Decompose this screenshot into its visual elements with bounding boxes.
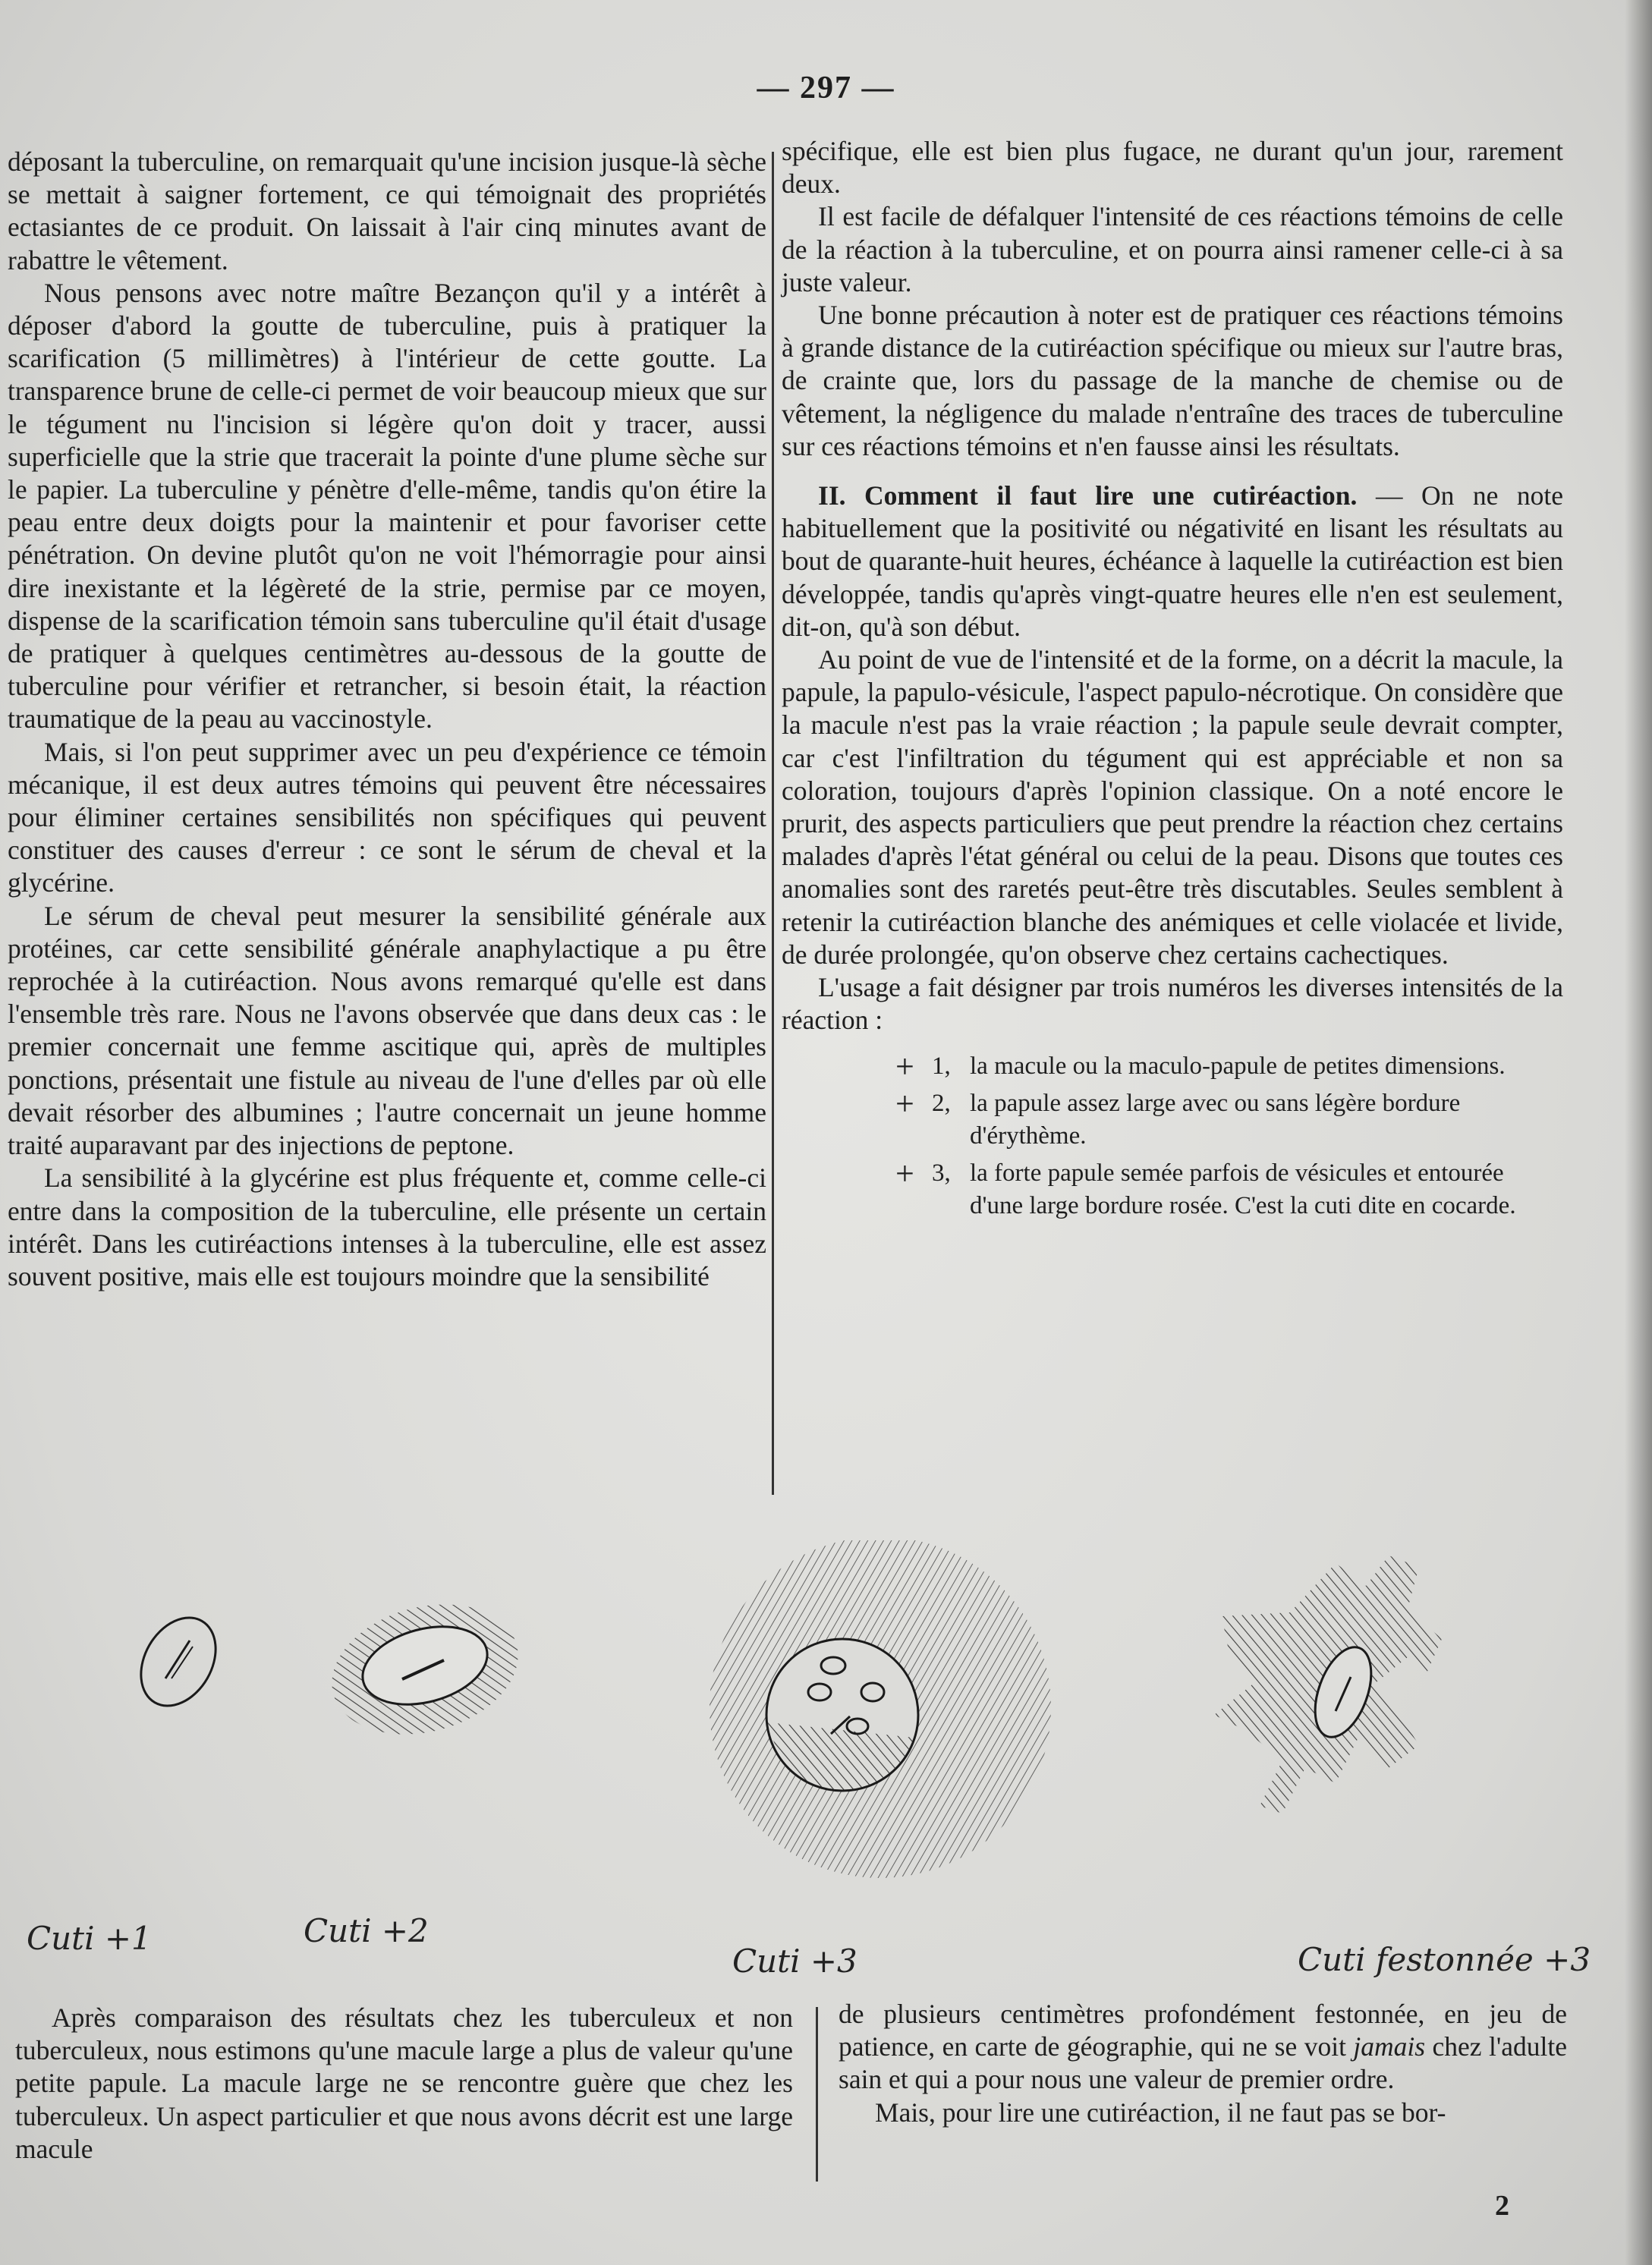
column-bottom-right: [839, 1998, 1567, 2129]
intensity-number: 2,: [932, 1090, 951, 1118]
plus-sign: +: [895, 1048, 914, 1086]
paragraph: Une bonne précaution à noter est de pratiquer ces réactions témoins à grande distance de la cutiréaction spécifique ou mieux sur l'autre bras, de crainte que, lors du passage de la manche de chemise ou de vêtement, la négligence du malade n'entraîne des traces de tuberculine sur ces réactions témoins et n'en fausse ainsi les résultats.: [782, 300, 1563, 461]
paragraph: L'usage a fait désigner par trois numéros les diverses intensités de la réaction :: [782, 972, 1563, 1036]
caption-cuti-3: Cuti +3: [732, 1943, 857, 1980]
figure-cuti-3: [710, 1540, 1051, 1878]
paragraph: Au point de vue de l'intensité et de la forme, on a décrit la macule, la papule, la papulo-vésicule, l'aspect papulo-nécrotique. On considère que la macule n'est pas la vraie réaction ; la papule seule devrait compter, car c'est l'infiltration du tégument qui est appréciable et non sa coloration, toujours d'après l'opinion classique. On a noté encore le prurit, des aspects particuliers que peut prendre la réaction chez certains malades d'après l'état général ou celui de la peau. Disons que toutes ces anomalies sont des raretés peut-être très discutables. Seules semblent à retenir la cutiréaction blanche des anémiques et celle violacée et livide, de durée prolongée, qu'on observe chez certains cachectiques.: [782, 644, 1563, 970]
column-top-left: [8, 146, 766, 1293]
intensity-number: 3,: [932, 1159, 951, 1188]
section-heading: II. Comment il faut lire une cutiréaction.: [818, 480, 1358, 511]
section-heading-rest: — On ne note habituellement que la positivité ou négativité en lisant les résultats au bout de quarante-huit heures, échéance à laquelle la cutiréaction est bien développée, tandis qu'après vingt-quatre heures elle n'en est seulement, dit-on, qu'à son début.: [782, 480, 1563, 642]
intensity-text: la forte papule semée parfois de vésicules et entourée d'une large bordure rosée. C'est la cuti dite en cocarde.: [970, 1159, 1516, 1220]
paragraph: spécifique, elle est bien plus fugace, ne durant qu'un jour, rarement deux.: [782, 136, 1563, 200]
column-bottom-left: [15, 2002, 793, 2166]
figure-illustrations: [0, 1540, 1652, 1996]
plus-sign: +: [895, 1155, 914, 1193]
caption-cuti-2: Cuti +2: [304, 1912, 429, 1949]
paragraph: déposant la tuberculine, on remarquait qu'une incision jusque-là sèche se mettait à saigner fortement, ce qui témoignait des propriétés ectasiantes de ce produit. On laissait à l'air cinq minutes avant de rabattre le vêtement.: [8, 146, 766, 275]
figure-cuti-festonnee: [1214, 1556, 1442, 1814]
intensity-text: la papule assez large avec ou sans légère bordure d'érythème.: [970, 1090, 1461, 1150]
paragraph: Le sérum de cheval peut mesurer la sensibilité générale aux protéines, car cette sensibilité générale anaphylactique a pu être reprochée à la cutiréaction. Nous avons remarqué qu'elle est dans l'ensemble très rare. Nous ne l'avons observée que dans deux cas : le premier concernait une femme ascitique qui, après de multiples ponctions, présentait une fistule au niveau de l'une d'elles par où elle devait résorber des albumines ; l'autre concernait un jeune homme traité auparavant par des injections de peptone.: [8, 900, 766, 1161]
plus-sign: +: [895, 1085, 914, 1123]
paragraph: Mais, si l'on peut supprimer avec un peu d'expérience ce témoin mécanique, il est deux autres témoins qui peuvent être nécessaires pour éliminer certaines sensibilités non spécifiques qui peuvent constituer des causes d'erreur : ce sont le sérum de cheval et la glycérine.: [8, 736, 766, 898]
intensity-list: [782, 1050, 1563, 1222]
figure-cuti-1: [126, 1604, 231, 1719]
column-top-right: [782, 135, 1563, 1227]
caption-cuti-festonnee: Cuti festonnée +3: [1298, 1941, 1591, 1978]
intensity-item: [782, 1157, 1563, 1222]
column-divider: [816, 2007, 818, 2182]
paragraph: Mais, pour lire une cutiréaction, il ne faut pas se bor-: [875, 2097, 1446, 2128]
signature-mark: 2: [1495, 2190, 1509, 2222]
cuti-drawings: [0, 1540, 1652, 1996]
intensity-number: 1,: [932, 1052, 951, 1081]
text-run: chez l'adulte sain et qui a pour nous une valeur de premier ordre.: [839, 2031, 1567, 2095]
column-divider: [772, 152, 774, 1495]
paragraph: [839, 1998, 1567, 2097]
intensity-item: [782, 1087, 1563, 1153]
intensity-text: la macule ou la maculo-papule de petites dimensions.: [970, 1052, 1506, 1081]
paragraph: La sensibilité à la glycérine est plus fréquente et, comme celle-ci entre dans la composition de la tuberculine, elle présente un certain intérêt. Dans les cutiréactions intenses à la tuberculine, elle est assez souvent positive, mais elle est toujours moindre que la sensibilité: [8, 1162, 766, 1291]
page-number: — 297 —: [757, 71, 895, 105]
caption-cuti-1: Cuti +1: [27, 1920, 152, 1957]
section-paragraph: [782, 480, 1563, 643]
figure-cuti-2: [317, 1584, 533, 1754]
paragraph: Après comparaison des résultats chez les tuberculeux et non tuberculeux, nous estimons qu'une macule large a plus de valeur qu'une petite papule. La macule large ne se rencontre guère que chez les tuberculeux. Un aspect particulier et que nous avons décrit est une large macule: [15, 2002, 793, 2164]
text-run: de plusieurs centimètres profondément festonnée, en jeu de patience, en carte de géographie, qui ne se voit: [839, 1999, 1567, 2062]
paragraph: Nous pensons avec notre maître Bezançon qu'il y a intérêt à déposer d'abord la goutte de tuberculine, puis à pratiquer la scarification (5 millimètres) à l'intérieur de cette goutte. La transparence brune de celle-ci permet de voir beaucoup mieux que sur le tégument nu l'incision si légère qu'on doit y tracer, aussi superficielle que la strie que tracerait la pointe d'une plume sèche sur le papier. La tuberculine y pénètre d'elle-même, tandis qu'on étire la peau entre deux doigts pour la maintenir et pour favoriser cette pénétration. On devine plutôt qu'on ne voit l'hémorragie pour ainsi dire inexistante et la légèreté de la strie, permise par ce moyen, dispense de la scarification témoin sans tuberculine qu'il était d'usage de pratiquer à quelques centimètres au-dessous de la goutte de tuberculine pour vérifier et retrancher, si besoin était, la réaction traumatique de la peau au vaccinostyle.: [8, 277, 766, 735]
intensity-item: [782, 1048, 1563, 1086]
emphasis: jamais: [1353, 2031, 1426, 2062]
paragraph: Il est facile de défalquer l'intensité de ces réactions témoins de celle de la réaction à la tuberculine, et on pourra ainsi ramener celle-ci à sa juste valeur.: [782, 201, 1563, 297]
